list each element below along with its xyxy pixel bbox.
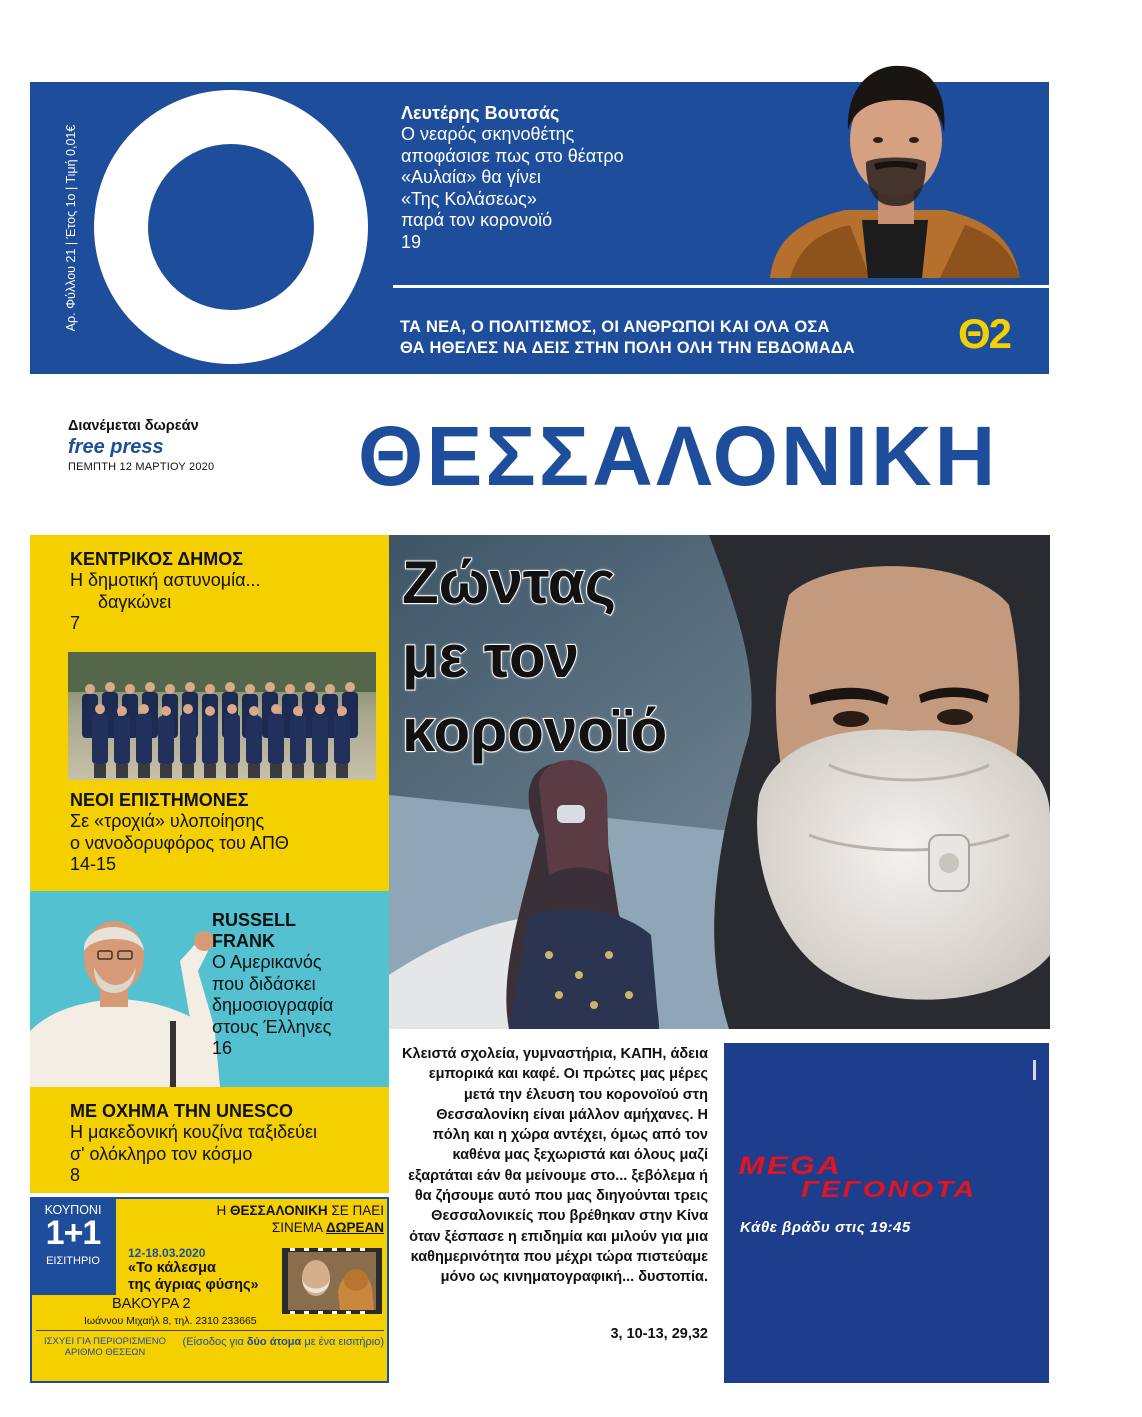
note-pre: (Είσοδος για: [182, 1336, 247, 1348]
story-kicker: RUSSELL: [212, 910, 297, 930]
story-dimos[interactable]: [70, 549, 261, 635]
story-deck: δαγκώνει: [98, 591, 172, 612]
tagline-line: ΤΑ ΝΕΑ, Ο ΠΟΛΙΤΙΣΜΟΣ, ΟΙ ΑΝΘΡΩΠΟΙ ΚΑΙ ΟΛΑ ΟΣΑ: [400, 318, 830, 336]
coupon-heading-pre: Η: [216, 1203, 231, 1218]
coupon-heading2-pre: ΣΙΝΕΜΑ: [271, 1220, 326, 1235]
distribution-text: Διανέμεται δωρεάν: [68, 418, 199, 434]
cover-lead: Κλειστά σχολεία, γυμναστήρια, ΚΑΠΗ, άδεια εμπορικά και καφέ. Οι πρώτες μας μέρες μετά την έλευση του κορονοϊού στη Θεσσαλονίκη είναι μάλλον αμήχανες. Η πόλη και η χώρα αντέχει, όμως από τον καθένα μας ξεχωριστά και όλους μαζί εξαρτάται εάν θα μείνουμε στο... ξεβόλεμα ή θα ζήσουμε αυτό που μας διηγούνται τρεις Θεσσαλονικείς που βρέθηκαν στην Κίνα όταν ξέσπασε η επιδημία και μιλούν για μια καθημερινότητα που μέχρι τώρα πιστεύαμε μόνο ως κινηματογραφική... δυστοπία.: [402, 1046, 708, 1286]
frank-photo: [30, 901, 230, 1087]
story-kicker: ΜΕ ΟΧΗΜΑ ΤΗΝ UNESCO: [70, 1101, 294, 1121]
story-page: 8: [70, 1165, 81, 1185]
team-photo: [68, 652, 376, 780]
coupon-heading-brand: ΘΕΣΣΑΛΟΝΙΚΗ: [230, 1203, 328, 1218]
coupon-validity: [38, 1336, 172, 1358]
story-deck: ο νανοδορυφόρος του ΑΠΘ: [70, 832, 289, 853]
story-page: 14-15: [70, 854, 117, 874]
coupon-heading: [120, 1203, 384, 1218]
story-deck: που διδάσκει: [212, 973, 316, 994]
mega-logo-line1: MEGA: [738, 1152, 843, 1180]
story-deck: Σε «τροχιά» υλοποίησης: [70, 811, 265, 831]
coupon-film-title: [128, 1260, 259, 1294]
story-kicker: ΝΕΟΙ ΕΠΙΣΤΗΜΟΝΕΣ: [70, 790, 249, 810]
portrait-photo: [750, 60, 1040, 278]
note-post: με ένα εισιτήριο): [301, 1336, 384, 1348]
film-title-line: της άγριας φύσης»: [128, 1277, 259, 1293]
story-deck: Η δημοτική αστυνομία...: [70, 570, 261, 590]
coupon-note: [178, 1336, 384, 1348]
headline-line: με τον: [402, 623, 579, 690]
headline-line: κορονοϊό: [402, 697, 668, 764]
tagline-line: ΘΑ ΗΘΕΛΕΣ ΝΑ ΔΕΙΣ ΣΤΗΝ ΠΟΛΗ ΟΛΗ ΤΗΝ ΕΒΔΟΜΑΔΑ: [400, 339, 855, 357]
story-page: 16: [212, 1038, 233, 1058]
ad-mega-news[interactable]: [724, 1043, 1049, 1383]
free-press-label: free press: [68, 436, 164, 458]
story-deck: Η μακεδονική κουζίνα ταξιδεύει: [70, 1122, 318, 1142]
coupon-dates: 12-18.03.2020: [128, 1246, 206, 1260]
coupon-address: Ιωάννου Μιχαήλ 8, τηλ. 2310 233665: [84, 1315, 257, 1327]
banner-divider: [393, 285, 1049, 288]
story-deck: στους Έλληνες: [212, 1016, 332, 1037]
validity-line: ΙΣΧΥΕΙ ΓΙΑ ΠΕΡΙΟΡΙΣΜΕΝΟ: [43, 1336, 167, 1347]
teaser-voutsas[interactable]: [401, 103, 624, 253]
coupon-offer: 1+1: [45, 1214, 101, 1252]
film-title-line: «Το κάλεσμα: [128, 1260, 216, 1276]
film-still: [282, 1248, 382, 1314]
coupon-heading-2: [120, 1220, 384, 1235]
teaser-line: «Της Κολάσεως»: [401, 188, 537, 209]
logo: [94, 90, 368, 364]
story-deck: δημοσιογραφία: [212, 995, 334, 1015]
issue-meta: Αρ. Φύλλου 21 | Έτος 1ο | Τιμή 0,01€: [64, 124, 78, 332]
distribution-info: [68, 418, 214, 473]
masthead-title: ΘΕΣΣΑΛΟΝΙΚΗ: [358, 409, 999, 503]
tagline: [400, 317, 855, 359]
coupon-free-label: ΔΩΡΕΑΝ: [325, 1220, 384, 1235]
mega-logo-line2: ΓΕΓΟΝΟΤΑ: [801, 1175, 977, 1200]
ad-subtitle: Κάθε βράδυ στις 19:45: [740, 1219, 911, 1236]
teaser-line: παρά τον κορονοϊό: [401, 210, 553, 230]
teaser-line: αποφάσισε πως στο θέατρο: [401, 145, 624, 166]
ad-mark: [1033, 1060, 1036, 1080]
story-kicker: ΚΕΝΤΡΙΚΟΣ ΔΗΜΟΣ: [70, 549, 244, 569]
coupon-ticket: ΕΙΣΙΤΗΡΙΟ: [46, 1255, 100, 1267]
teaser-line: Ο νεαρός σκηνοθέτης: [401, 124, 575, 144]
story-deck: σ' ολόκληρο τον κόσμο: [70, 1143, 253, 1164]
headline-line: Ζώντας: [402, 549, 616, 616]
coupon-heading-post: ΣΕ ΠΑΕΙ: [327, 1203, 384, 1218]
teaser-line: «Αυλαία» θα γίνει: [401, 167, 541, 187]
mega-logo: [736, 1152, 1036, 1200]
issue-mark: Θ2: [958, 310, 1011, 357]
story-frank[interactable]: [212, 910, 333, 1060]
cover-headline[interactable]: [402, 546, 667, 768]
story-scientists[interactable]: [70, 790, 289, 876]
teaser-page: 19: [401, 231, 422, 252]
story-deck: Ο Αμερικανός: [212, 952, 322, 972]
coupon-venue: ΒΑΚΟΥΡΑ 2: [112, 1296, 191, 1312]
story-page: 7: [70, 613, 81, 633]
story-unesco[interactable]: [70, 1101, 317, 1187]
issue-date: ΠΕΜΠΤΗ 12 ΜΑΡΤΙΟΥ 2020: [68, 461, 215, 473]
coupon-divider: [36, 1330, 384, 1331]
story-kicker: FRANK: [212, 931, 275, 951]
note-bold: δύο άτομα: [246, 1336, 302, 1348]
cover-pages: 3, 10-13, 29,32: [610, 1326, 708, 1342]
coupon-label: ΚΟΥΠΟΝΙ: [44, 1203, 102, 1217]
validity-line: ΑΡΙΘΜΟ ΘΕΣΕΩΝ: [64, 1347, 146, 1358]
teaser-name: Λευτέρης Βουτσάς: [401, 103, 560, 123]
